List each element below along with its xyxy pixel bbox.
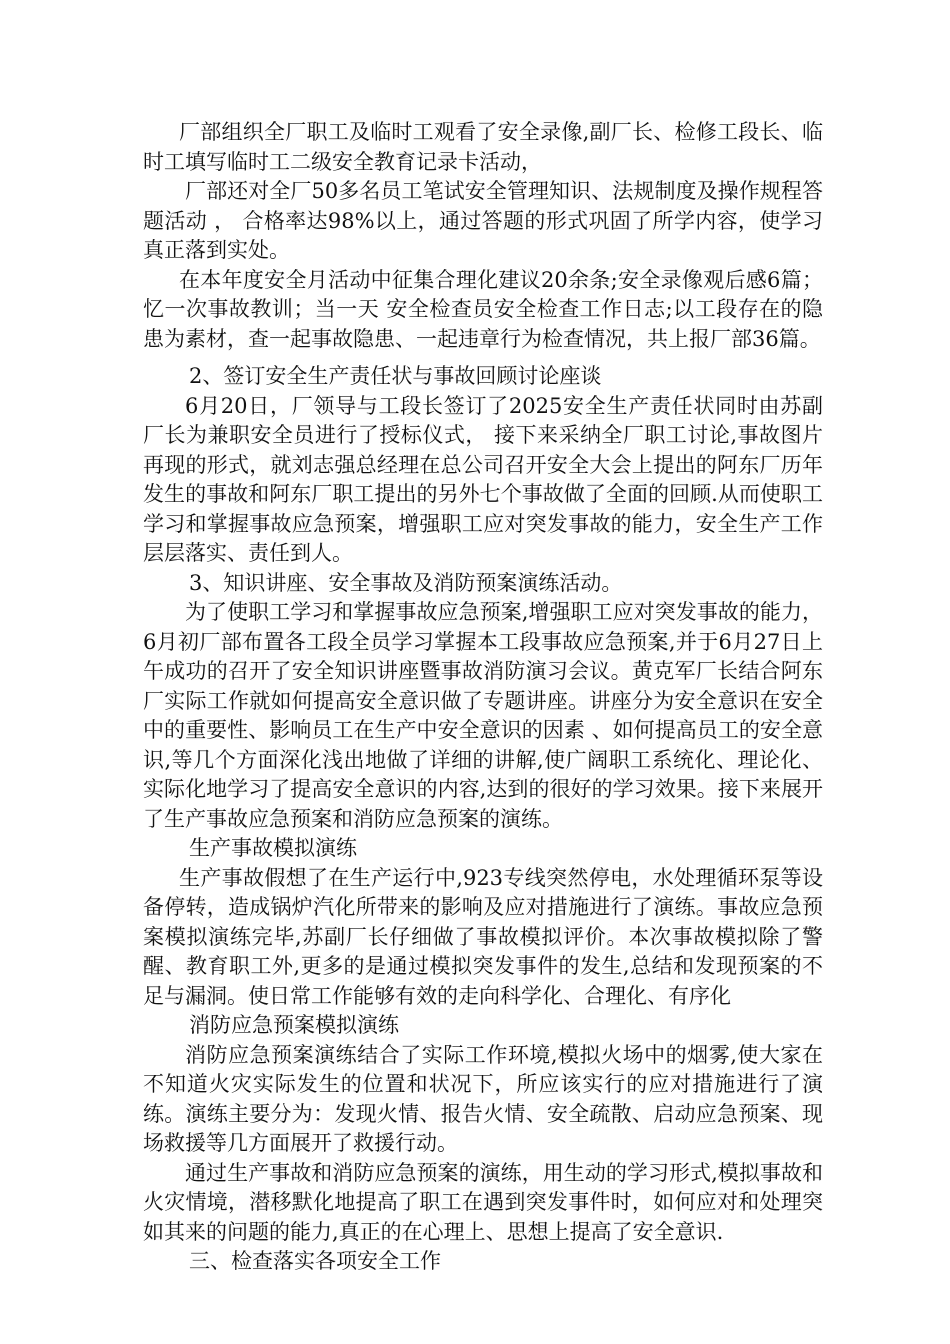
subsection-heading: 消防应急预案模拟演练 — [189, 1013, 399, 1037]
paragraph: 在本年度安全月活动中征集合理化建议20余条;安全录像观后感6篇；忆一次事故教训；当一天 安全检查员安全检查工作日志;以工段存在的隐患为素材，查一起事故隐患、一起违章行为检查情况，共上报厂部36篇。 — [143, 267, 823, 351]
subsection-heading: 生产事故模拟演练 — [189, 836, 357, 860]
paragraph: 通过生产事故和消防应急预案的演练，用生动的学习形式,模拟事故和火灾情境，潜移默化地提高了职工在遇到突发事件时，如何应对和处理突如其来的问题的能力,真正的在心理上、思想上提高了安全意识. — [143, 1160, 823, 1244]
paragraph: 为了使职工学习和掌握事故应急预案,增强职工应对突发事故的能力，6月初厂部布置各工段全员学习掌握本工段事故应急预案,并于6月27日上午成功的召开了安全知识讲座暨事故消防演习会议。黄克军厂长结合阿东厂实际工作就如何提高安全意识做了专题讲座。讲座分为安全意识在安全中的重要性、影响员工在生产中安全意识的因素 、如何提高员工的安全意识,等几个方面深化浅出地做了详细的讲解,使广阔职工系统化、理论化、实际化地学习了提高安全意识的内容,达到的很好的学习效果。接下来展开了生产事故应急预案和消防应急预案的演练。 — [143, 600, 823, 831]
section-heading: 三、检查落实各项安全工作 — [189, 1249, 441, 1273]
paragraph: 厂部还对全厂50多名员工笔试安全管理知识、法规制度及操作规程答题活动 ， 合格率达98%以上，通过答题的形式巩固了所学内容，使学习真正落到实处。 — [143, 179, 823, 262]
section-heading: 3、知识讲座、安全事故及消防预案演练活动。 — [189, 570, 623, 595]
paragraph: 厂部组织全厂职工及临时工观看了安全录像,副厂长、检修工段长、临时工填写临时工二级安全教育记录卡活动， — [143, 120, 823, 174]
document-body — [143, 118, 823, 1277]
paragraph: 6月20日，厂领导与工段长签订了2025安全生产责任状同时由苏副厂长为兼职安全员进行了授标仪式， 接下来采纳全厂职工讨论,事故图片再现的形式，就刘志强总经理在总公司召开安全大会上提出的阿东厂历年发生的事故和阿东厂职工提出的另外七个事故做了全面的回顾.从而使职工学习和掌握事故应急预案，增强职工应对突发事故的能力，安全生产工作层层落实、责任到人。 — [143, 393, 823, 565]
paragraph: 生产事故假想了在生产运行中,923专线突然停电，水处理循环泵等设备停转，造成锅炉汽化所带来的影响及应对措施进行了演练。事故应急预案模拟演练完毕,苏副厂长仔细做了事故模拟评价。本次事故模拟除了警醒、教育职工外,更多的是通过模拟突发事件的发生,总结和发现预案的不足与漏洞。使日常工作能够有效的走向科学化、合理化、有序化 — [143, 865, 823, 1008]
paragraph: 消防应急预案演练结合了实际工作环境,模拟火场中的烟雾,使大家在不知道火灾实际发生的位置和状况下，所应该实行的应对措施进行了演练。演练主要分为：发现火情、报告火情、安全疏散、启动应急预案、现场救援等几方面展开了救援行动。 — [143, 1042, 823, 1155]
section-heading: 2、签订安全生产责任状与事故回顾讨论座谈 — [189, 364, 602, 388]
